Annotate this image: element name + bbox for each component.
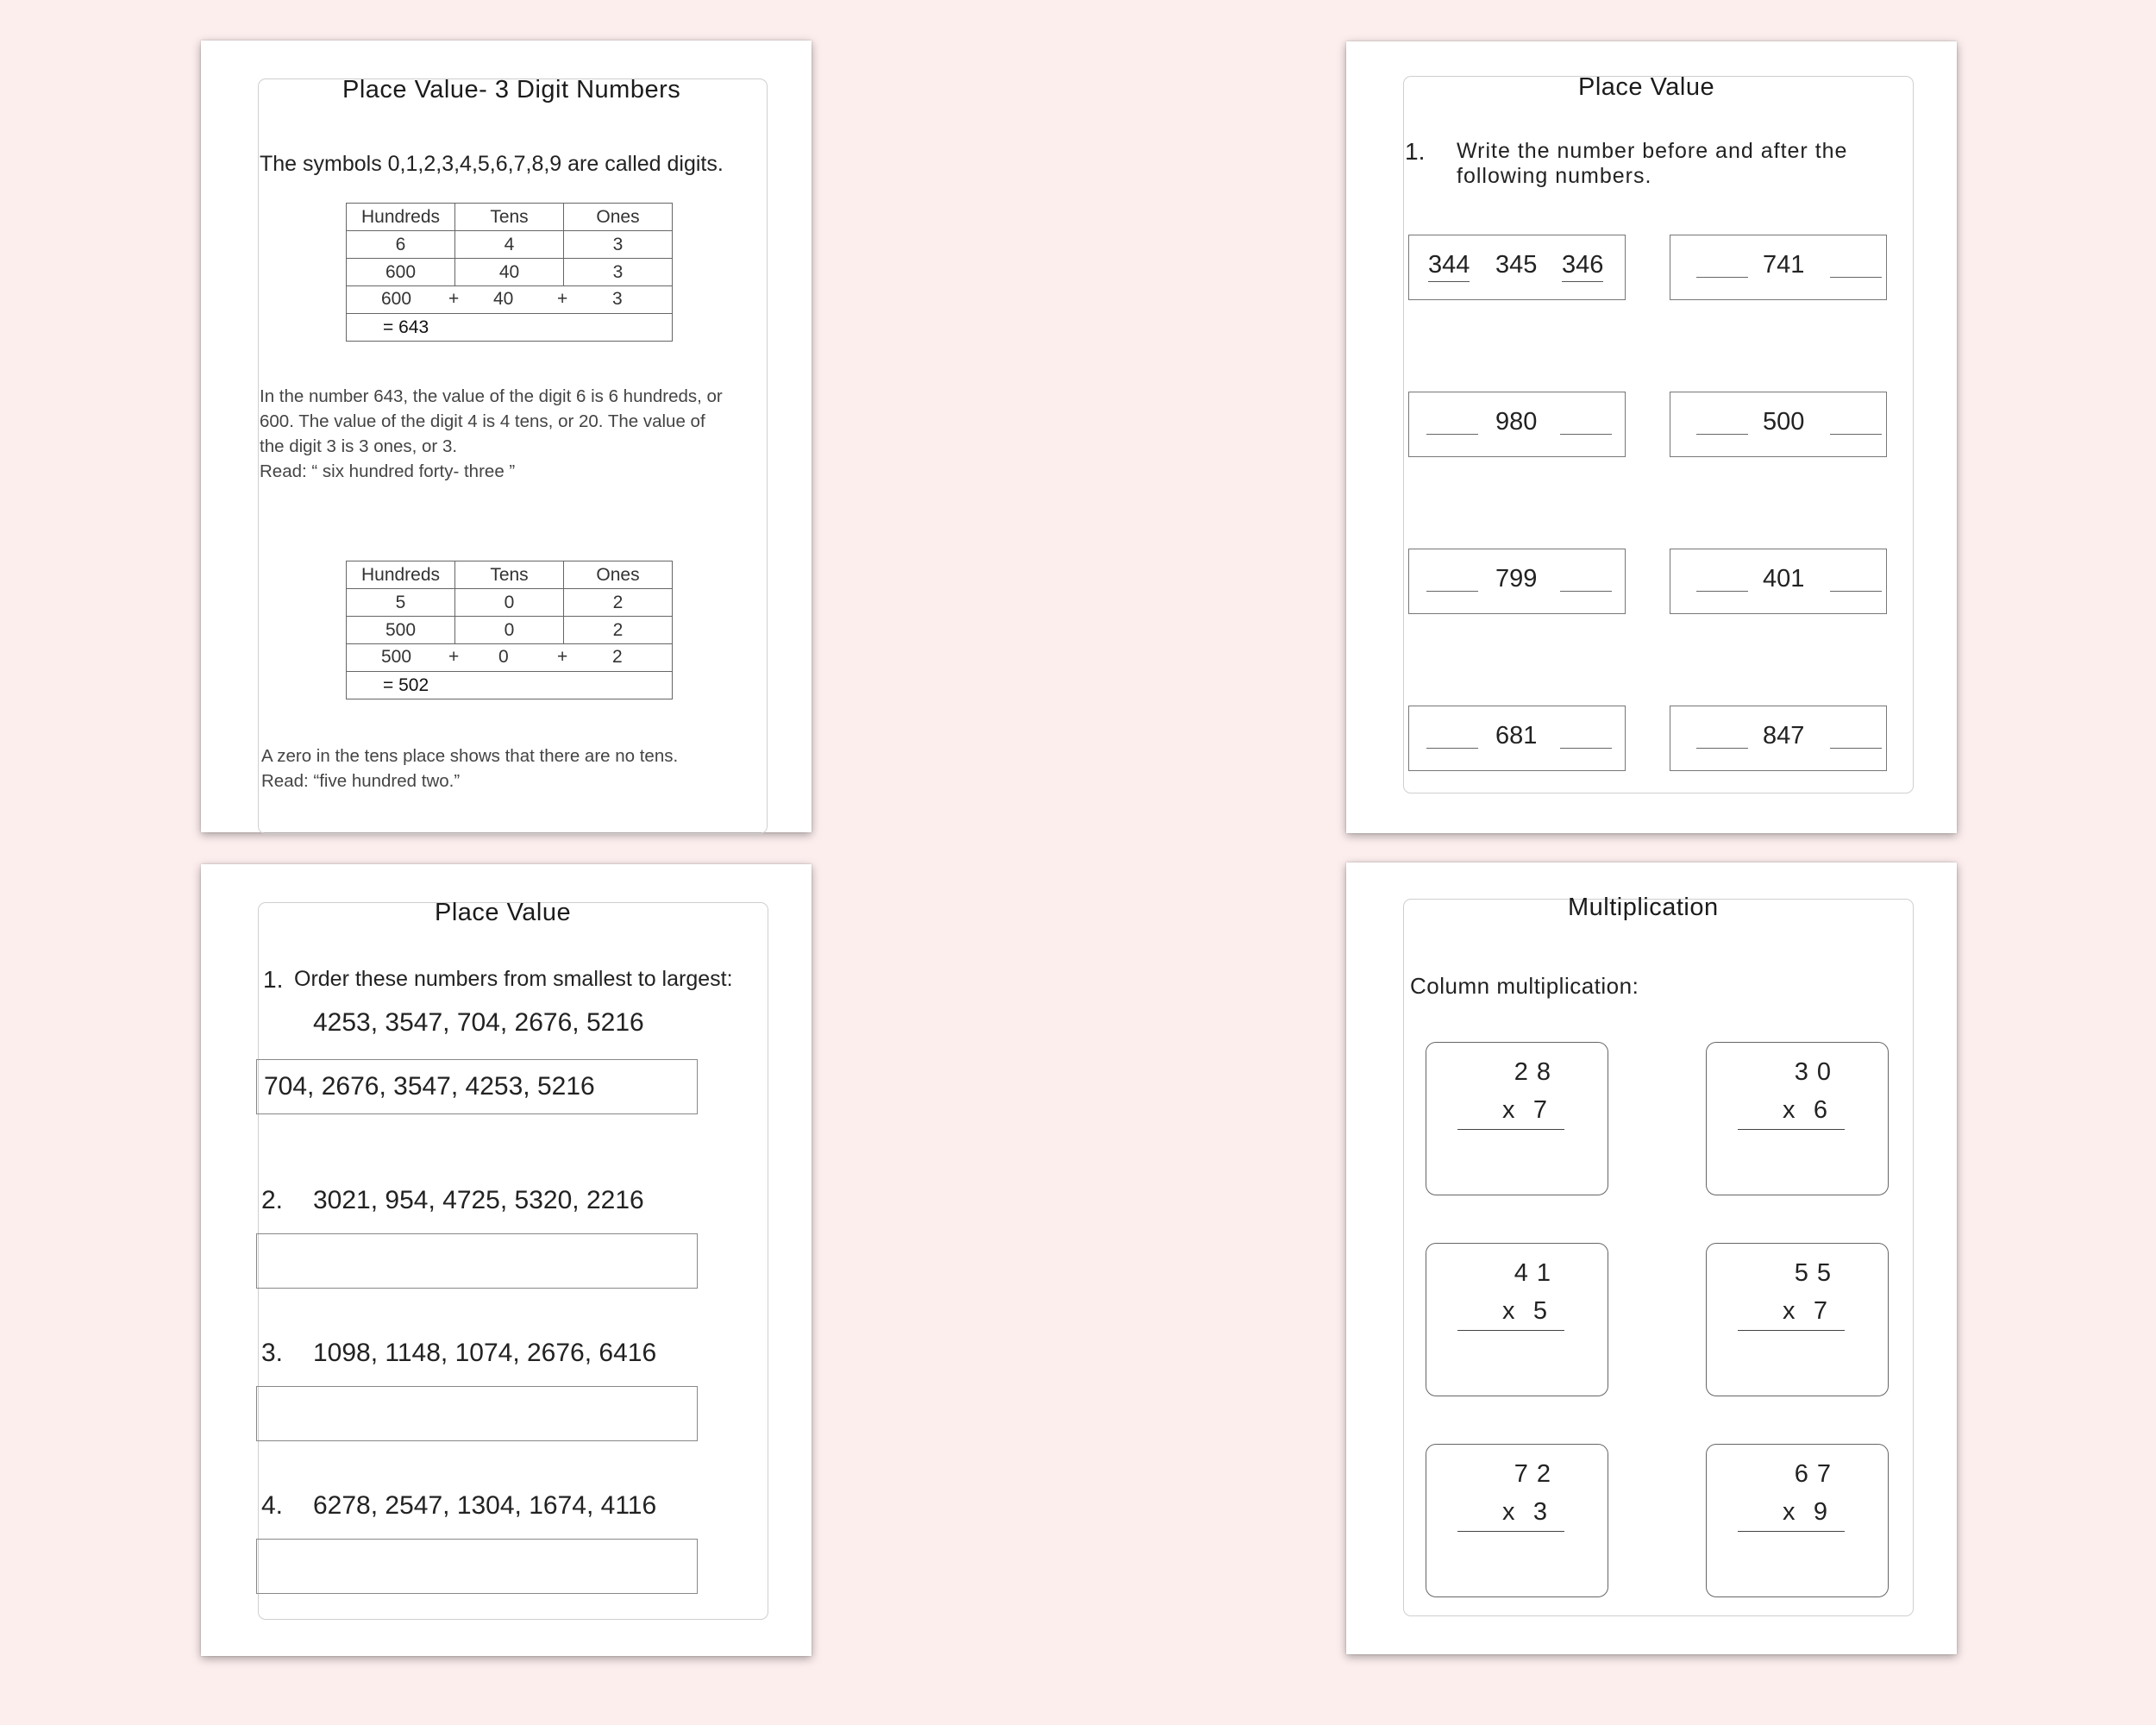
- before-after-box: [1408, 549, 1626, 614]
- times-sign: x: [1502, 1297, 1515, 1325]
- multiplicand: 41: [1514, 1259, 1559, 1287]
- answer-blank-before[interactable]: [1426, 434, 1478, 435]
- sum-hundreds: 600: [381, 289, 412, 309]
- answer-blank-after[interactable]: [1560, 591, 1612, 592]
- zero-note: [261, 743, 761, 794]
- question-prompt: Order these numbers from smallest to largest:: [294, 967, 733, 991]
- page-title: Multiplication: [1568, 894, 1719, 921]
- result-row: = 643: [347, 314, 673, 342]
- answer-blank-after[interactable]: [1560, 434, 1612, 435]
- table-cell: 2: [564, 589, 673, 617]
- section-subtitle: Column multiplication:: [1410, 973, 1639, 999]
- answer-blank-before[interactable]: [1426, 748, 1478, 749]
- question-number: 4.: [261, 1491, 284, 1520]
- header-tens: Tens: [455, 561, 564, 589]
- table-cell: 5: [347, 589, 455, 617]
- explanation-line: 600. The value of the digit 4 is 4 tens, or 20. The value of: [260, 411, 705, 431]
- number-list: 4253, 3547, 704, 2676, 5216: [313, 1008, 644, 1037]
- table-cell: 600: [347, 259, 455, 286]
- sum-tens: 0: [498, 647, 509, 667]
- plus-sign: +: [448, 289, 460, 309]
- before-after-box: [1670, 549, 1887, 614]
- explanation-line: the digit 3 is 3 ones, or 3.: [260, 436, 458, 456]
- before-after-box: [1670, 392, 1887, 457]
- given-number: 799: [1495, 565, 1538, 593]
- before-after-box: [1408, 392, 1626, 457]
- header-hundreds: Hundreds: [347, 204, 455, 231]
- question-number: 2.: [261, 1186, 284, 1214]
- multiplier: 5: [1532, 1297, 1547, 1325]
- answer-blank-after[interactable]: [1560, 748, 1612, 749]
- instruction-line: Write the number before and after the: [1457, 139, 1848, 163]
- times-sign: x: [1502, 1498, 1515, 1526]
- before-after-box: [1670, 706, 1887, 771]
- answer-blank-before[interactable]: [1696, 434, 1748, 435]
- example-number: 345: [1495, 251, 1538, 279]
- multiplier-line: [1738, 1498, 1845, 1532]
- table-cell: 3: [564, 259, 673, 286]
- table-cell: 3: [564, 231, 673, 259]
- answer-blank-before[interactable]: [1696, 277, 1748, 278]
- expanded-sum-row: [347, 644, 673, 672]
- intro-text: The symbols 0,1,2,3,4,5,6,7,8,9 are called digits.: [260, 152, 724, 176]
- given-number: 980: [1495, 408, 1538, 436]
- example-before: 344: [1428, 251, 1470, 282]
- multiplication-problem: [1426, 1444, 1608, 1597]
- sum-ones: 3: [612, 289, 623, 309]
- table-cell: 4: [455, 231, 564, 259]
- expanded-sum-row: [347, 286, 673, 314]
- answer-blank-before[interactable]: [1696, 591, 1748, 592]
- multiplier-line: [1457, 1096, 1564, 1130]
- sum-hundreds: 500: [381, 647, 412, 667]
- answer-box[interactable]: [256, 1059, 698, 1114]
- result-row: = 502: [347, 672, 673, 699]
- answer-blank-after[interactable]: [1830, 748, 1882, 749]
- given-number: 401: [1763, 565, 1805, 593]
- page-title: Place Value: [1578, 73, 1715, 101]
- table-cell: 0: [455, 617, 564, 644]
- table-cell: 2: [564, 617, 673, 644]
- plus-sign: +: [557, 647, 568, 667]
- number-list: 1098, 1148, 1074, 2676, 6416: [313, 1339, 657, 1367]
- sum-tens: 40: [493, 289, 514, 309]
- worksheet-page-place-value-3-digit: [201, 41, 812, 832]
- multiplication-problem: [1706, 1243, 1889, 1396]
- times-sign: x: [1783, 1297, 1796, 1325]
- example-box: [1408, 235, 1626, 300]
- table-cell: 0: [455, 589, 564, 617]
- question-number: 3.: [261, 1339, 284, 1367]
- multiplicand: 55: [1794, 1259, 1839, 1287]
- header-ones: Ones: [564, 204, 673, 231]
- instruction-line: following numbers.: [1457, 164, 1652, 188]
- multiplication-problem: [1706, 1042, 1889, 1195]
- given-number: 500: [1763, 408, 1805, 436]
- multiplication-problem: [1426, 1042, 1608, 1195]
- instruction-text: [1457, 139, 1847, 189]
- times-sign: x: [1783, 1498, 1796, 1526]
- worksheet-page-multiplication: [1346, 862, 1957, 1654]
- worksheet-page-ordering: [201, 864, 812, 1656]
- multiplier-line: [1457, 1297, 1564, 1331]
- header-hundreds: Hundreds: [347, 561, 455, 589]
- multiplicand: 28: [1514, 1058, 1559, 1086]
- multiplier: 9: [1813, 1498, 1827, 1526]
- multiplier: 7: [1532, 1096, 1547, 1124]
- multiplication-problem: [1426, 1243, 1608, 1396]
- multiplicand: 67: [1794, 1460, 1839, 1488]
- number-list: 3021, 954, 4725, 5320, 2216: [313, 1186, 644, 1214]
- sum-ones: 2: [612, 647, 623, 667]
- multiplicand: 72: [1514, 1460, 1559, 1488]
- given-number: 681: [1495, 722, 1538, 750]
- table-cell: 500: [347, 617, 455, 644]
- answer-blank-before[interactable]: [1426, 591, 1478, 592]
- multiplier-line: [1457, 1498, 1564, 1532]
- place-value-table-502: [346, 561, 673, 699]
- before-after-box: [1670, 235, 1887, 300]
- multiplier: 7: [1813, 1297, 1827, 1325]
- answer-blank-before[interactable]: [1696, 748, 1748, 749]
- answer-box[interactable]: [256, 1233, 698, 1289]
- worksheet-page-before-after: [1346, 41, 1957, 833]
- place-value-table-643: [346, 203, 673, 342]
- plus-sign: +: [557, 289, 568, 309]
- number-list: 6278, 2547, 1304, 1674, 4116: [313, 1491, 657, 1520]
- table-cell: 40: [455, 259, 564, 286]
- example-after: 346: [1562, 251, 1603, 282]
- times-sign: x: [1783, 1096, 1796, 1124]
- question-number: 1.: [1405, 138, 1426, 165]
- header-tens: Tens: [455, 204, 564, 231]
- answer-box[interactable]: [256, 1539, 698, 1594]
- multiplicand: 30: [1794, 1058, 1839, 1086]
- given-number: 741: [1763, 251, 1805, 279]
- multiplication-problem: [1706, 1444, 1889, 1597]
- page-title: Place Value- 3 Digit Numbers: [342, 76, 681, 104]
- answer-blank-after[interactable]: [1830, 591, 1882, 592]
- zero-note-line: A zero in the tens place shows that there are no tens.: [261, 746, 679, 766]
- given-number: 847: [1763, 722, 1805, 750]
- page-title: Place Value: [435, 899, 572, 926]
- multiplier-line: [1738, 1297, 1845, 1331]
- answer-blank-after[interactable]: [1830, 277, 1882, 278]
- answer-text: 704, 2676, 3547, 4253, 5216: [264, 1072, 595, 1101]
- question-number: 1.: [263, 966, 284, 993]
- plus-sign: +: [448, 647, 460, 667]
- table-cell: 6: [347, 231, 455, 259]
- answer-blank-after[interactable]: [1830, 434, 1882, 435]
- explanation-line: In the number 643, the value of the digit 6 is 6 hundreds, or: [260, 386, 723, 406]
- read-aloud-line: Read: “five hundred two.”: [261, 771, 461, 791]
- multiplier: 3: [1532, 1498, 1547, 1526]
- times-sign: x: [1502, 1096, 1515, 1124]
- multiplier: 6: [1813, 1096, 1827, 1124]
- explanation-paragraph: [260, 384, 768, 484]
- read-aloud-line: Read: “ six hundred forty- three ”: [260, 461, 516, 481]
- answer-box[interactable]: [256, 1386, 698, 1441]
- multiplier-line: [1738, 1096, 1845, 1130]
- header-ones: Ones: [564, 561, 673, 589]
- before-after-box: [1408, 706, 1626, 771]
